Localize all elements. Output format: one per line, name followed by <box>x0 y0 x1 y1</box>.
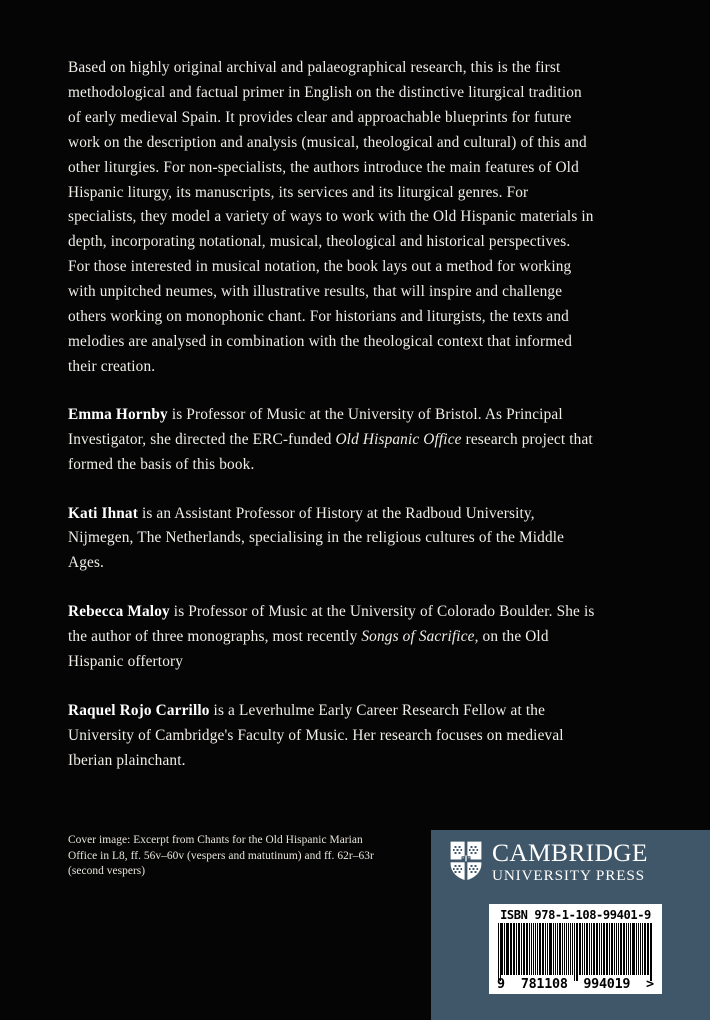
barcode-bar <box>633 923 635 975</box>
author-bio-text-part-1: is an Assistant Professor of History at the Radboud University, Nijmegen, The Netherlands, specialising in the religious cultures of the Middle Ages. <box>68 504 565 572</box>
barcode-bar <box>547 923 548 975</box>
barcode-bar <box>507 923 508 975</box>
barcode-bar <box>549 923 550 975</box>
barcode-bar <box>591 923 592 975</box>
barcode-digits <box>494 978 657 992</box>
barcode-bar <box>559 923 560 975</box>
barcode-bar <box>542 923 543 975</box>
barcode-bar <box>511 923 512 975</box>
author-bio-kati-ihnat <box>68 502 596 577</box>
author-name: Raquel Rojo Carrillo <box>68 701 210 719</box>
barcode-bar <box>560 923 561 975</box>
barcode-bar <box>611 923 612 975</box>
barcode-bar <box>606 923 608 975</box>
barcode-bar <box>555 923 556 975</box>
barcode-bar <box>550 923 552 975</box>
barcode-bar <box>500 923 501 981</box>
author-bio-italic-title: Songs of Sacrifice <box>361 628 475 646</box>
barcode-bar <box>593 923 595 975</box>
barcode-bar <box>533 923 534 975</box>
barcode-bar <box>645 923 646 975</box>
author-bio-rebecca-maloy <box>68 600 596 675</box>
barcode-bar <box>539 923 541 975</box>
barcode-bar <box>630 923 631 975</box>
barcode-bar <box>587 923 588 975</box>
barcode-bar <box>644 923 645 975</box>
barcode-bar <box>557 923 558 975</box>
barcode-bar <box>576 923 577 981</box>
isbn-barcode <box>489 904 662 994</box>
barcode-bar <box>501 923 503 975</box>
barcode-bar <box>589 923 590 975</box>
publisher-name: CAMBRIDGE <box>492 838 648 867</box>
barcode-bar <box>638 923 639 975</box>
barcode-bar <box>543 923 544 975</box>
author-bio-text-part-2: research project that formed the basis of this book. <box>68 430 593 473</box>
cover-image-credit: Cover image: Excerpt from Chants for the Old Hispanic Marian Office in L8, ff. 56v–60v (vespers and matutinum) and ff. 62r–63r (second vespers) <box>68 834 374 878</box>
barcode-bar <box>650 923 651 981</box>
barcode-bar <box>527 923 528 975</box>
publisher-subtitle: UNIVERSITY PRESS <box>492 866 645 884</box>
barcode-bar <box>510 923 511 975</box>
barcode-bar <box>531 923 532 975</box>
author-name: Rebecca Maloy <box>68 603 170 621</box>
author-bio-text-part-1: is Professor of Music at the University of Bristol. As Principal Investigator, she directed the ERC-funded <box>68 405 563 448</box>
barcode-bar <box>642 923 643 975</box>
barcode-bar <box>553 923 554 975</box>
barcode-caret: > <box>645 977 654 992</box>
barcode-bar <box>513 923 515 975</box>
barcode-digit-check: 9 <box>497 977 506 992</box>
barcode-bar <box>498 923 499 981</box>
barcode-bar <box>599 923 600 975</box>
barcode-bar <box>616 923 617 975</box>
barcode-bar <box>535 923 536 975</box>
author-name: Kati Ihnat <box>68 504 138 522</box>
barcode-bar <box>523 923 525 975</box>
isbn-label: ISBN 978-1-108-99401-9 <box>500 907 651 922</box>
author-bio-italic-title: Old Hispanic Office <box>335 430 462 448</box>
barcode-bar <box>636 923 637 975</box>
barcode-bar <box>521 923 522 975</box>
barcode-digit-right-group: 994019 <box>583 977 631 992</box>
barcode-bar <box>562 923 563 975</box>
barcode-bars <box>494 923 657 979</box>
barcode-bar <box>516 923 517 975</box>
barcode-bar <box>609 923 610 975</box>
barcode-bar <box>519 923 520 975</box>
author-name: Emma Hornby <box>68 405 168 423</box>
barcode-bar <box>529 923 530 975</box>
barcode-bar <box>632 923 633 975</box>
barcode-bar <box>626 923 627 975</box>
author-bio-raquel-rojo-carrillo <box>68 699 596 774</box>
cambridge-university-press-logo <box>449 840 648 883</box>
barcode-bar <box>597 923 598 975</box>
barcode-bar <box>566 923 567 975</box>
barcode-bar <box>545 923 546 975</box>
author-bio-text-part-1: is Professor of Music at the University of Colorado Boulder. She is the author of three monographs, most recently <box>68 603 595 646</box>
barcode-bar <box>564 923 566 975</box>
cambridge-wordmark <box>492 840 648 883</box>
barcode-bar <box>601 923 602 975</box>
barcode-bar <box>623 923 624 975</box>
barcode-bar <box>624 923 625 975</box>
blurb-paragraph: Based on highly original archival and palaeographical research, this is the first methodological and factual primer in English on the distinctive liturgical tradition of early medieval Spain. It provides clear and approachable blueprints for future work on the description and analysis (musical, theological and cultural) of this and other liturgies. For non-specialists, the authors introduce the main features of Old Hispanic liturgy, its manuscripts, its services and its liturgical genres. For specialists, they model a variety of ways to work with the Old Hispanic materials in depth, incorporating notational, musical, theological and historical perspectives. For those interested in musical notation, the book lays out a method for working with unpitched neumes, with illustrative results, that will inspire and challenge others working on monophonic chant. For historians and liturgists, the texts and melodies are analysed in combination with the theological context that informed their creation. <box>68 59 594 375</box>
barcode-bar <box>596 923 597 975</box>
barcode-bar <box>506 923 507 975</box>
barcode-bar <box>526 923 527 975</box>
barcode-bar <box>582 923 583 975</box>
author-bio-text-part-1: is a Leverhulme Early Career Research Fellow at the University of Cambridge's Faculty of Music. Her research focuses on medieval Iberian plainchant. <box>68 701 564 769</box>
author-bio-text-part-2: , on the Old Hispanic offertory <box>68 628 549 671</box>
barcode-bar <box>570 923 571 975</box>
back-cover-text-column <box>68 56 596 798</box>
barcode-bar <box>620 923 622 975</box>
barcode-bar <box>518 923 519 975</box>
author-bio-emma-hornby <box>68 403 596 478</box>
barcode-bar <box>572 923 573 975</box>
barcode-bar <box>586 923 587 975</box>
barcode-bar <box>568 923 569 975</box>
barcode-bar <box>579 923 581 975</box>
cambridge-shield-icon <box>449 840 483 882</box>
barcode-bar <box>577 923 578 981</box>
barcode-bar <box>537 923 538 975</box>
barcode-bar <box>612 923 613 975</box>
barcode-bar <box>614 923 615 975</box>
barcode-bar <box>504 923 505 975</box>
barcode-bar <box>651 923 652 981</box>
barcode-bar <box>584 923 585 975</box>
barcode-digit-left-group: 781108 <box>520 977 568 992</box>
barcode-bar <box>618 923 619 975</box>
barcode-bar <box>628 923 629 975</box>
barcode-bar <box>604 923 605 975</box>
barcode-bar <box>574 923 575 981</box>
barcode-bar <box>603 923 604 975</box>
publisher-panel <box>431 830 710 1020</box>
barcode-bar <box>640 923 641 975</box>
barcode-bar <box>647 923 649 975</box>
